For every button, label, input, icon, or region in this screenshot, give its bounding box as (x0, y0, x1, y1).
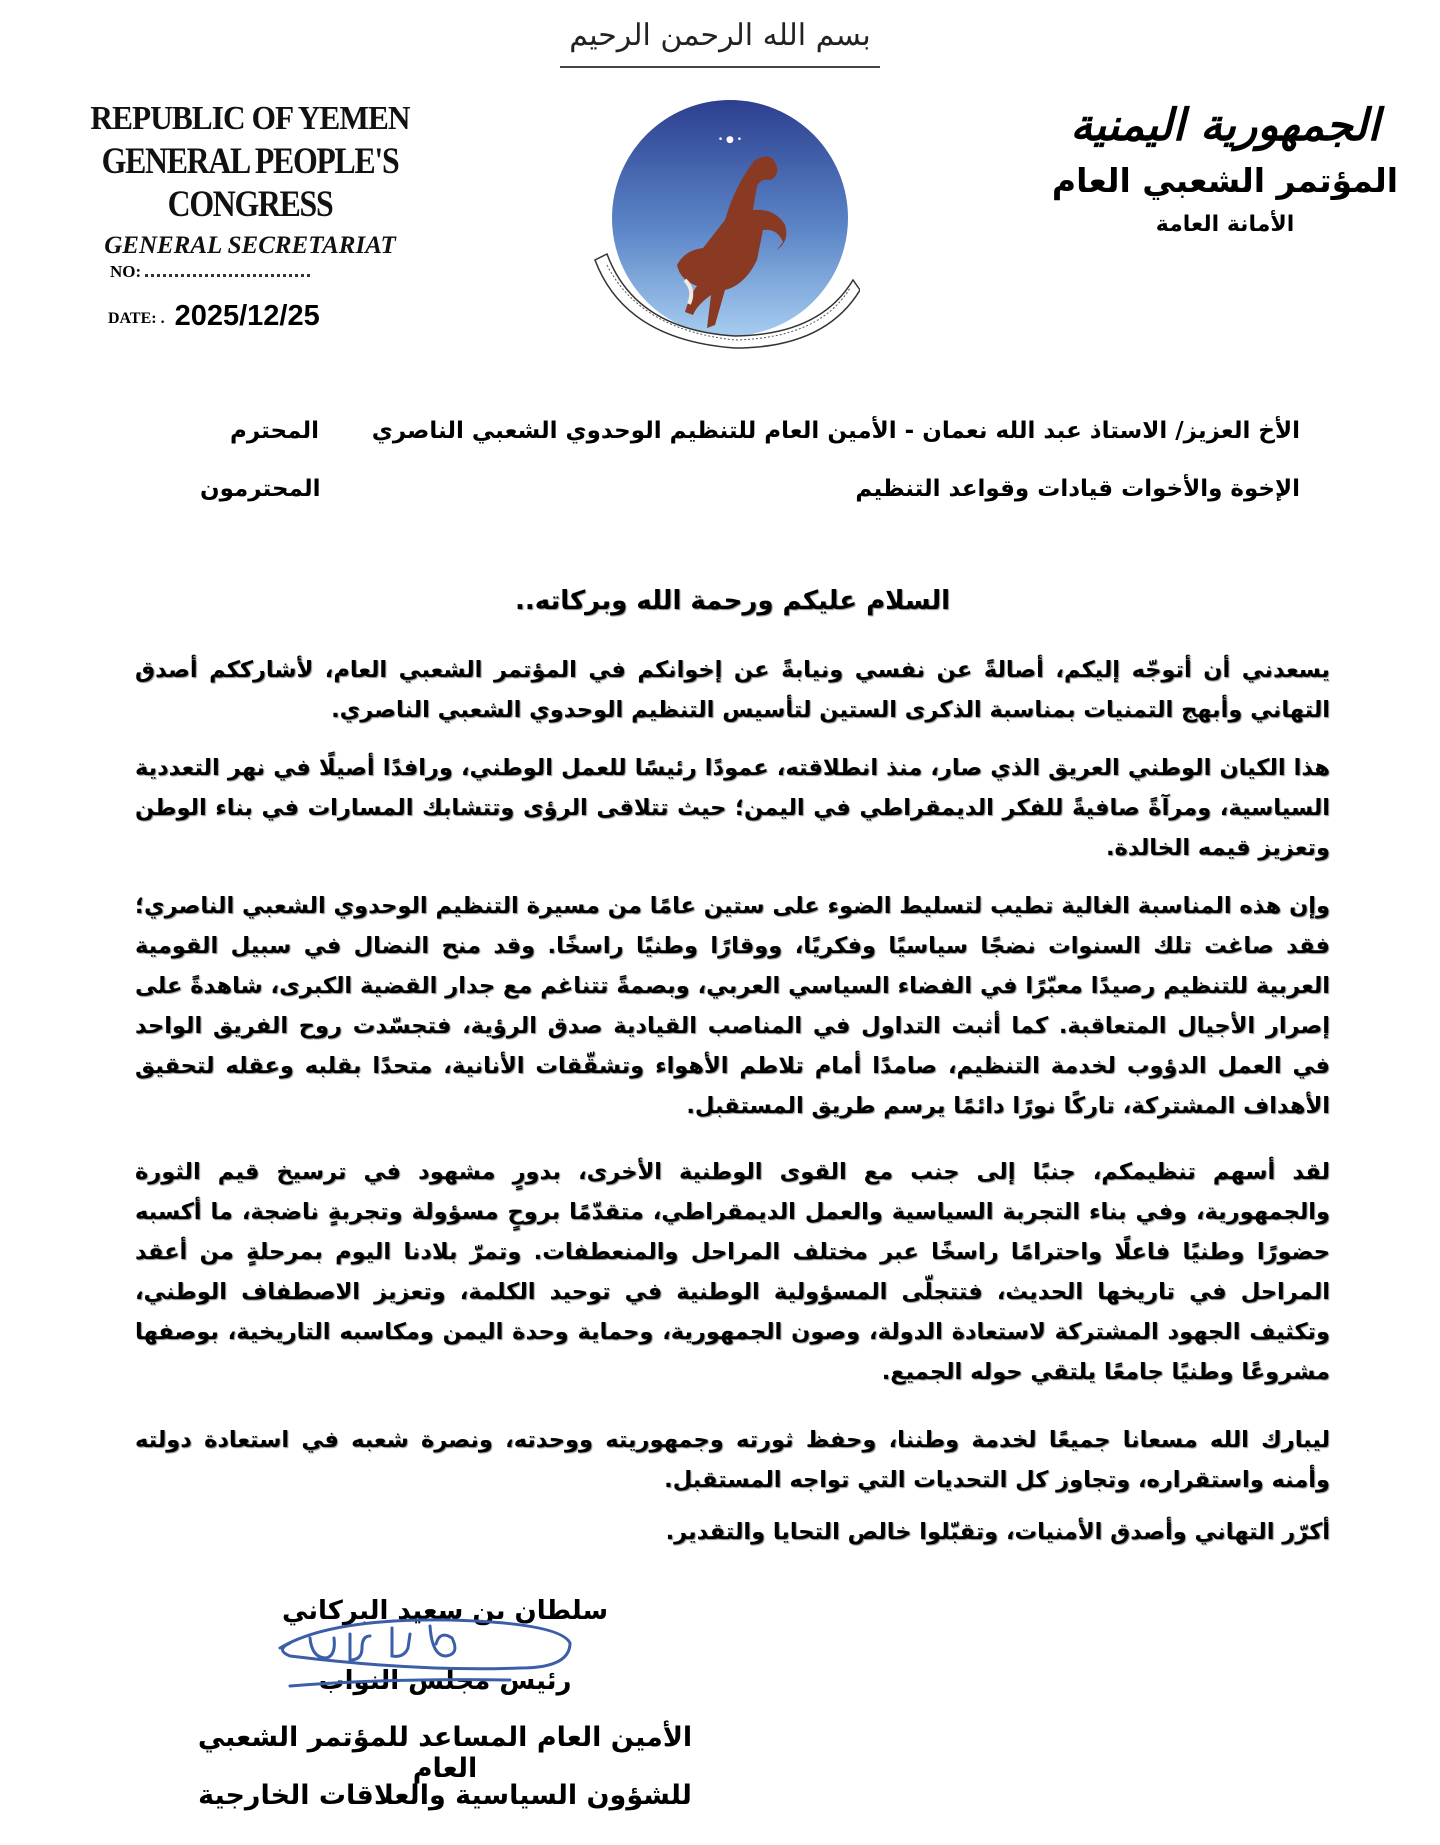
arabic-letterhead (1030, 100, 1420, 237)
signatory-name: سلطان بن سعيد البركاني (281, 1596, 609, 1626)
signatory-title: رئيس مجلس النواب (318, 1666, 572, 1696)
paragraph: أكرّر التهاني وأصدق الأمنيات، وتقبّلوا خالص التحايا والتقدير. (665, 1519, 1330, 1545)
paragraph: ليبارك الله مسعانا جميعًا لخدمة وطننا، وحفظ ثورته وجمهوريته ووحدته، ونصرة شعبه في استعادة دولته وأمنه واستقراره، وتجاوز كل التحديات التي تواجه المستقبل. (135, 1427, 1330, 1493)
handwritten-signature (270, 1598, 590, 1698)
date-label: DATE: . (108, 310, 165, 327)
reference-number-label: NO: (110, 262, 142, 281)
reference-number-blank (145, 270, 310, 277)
english-secretariat: GENERAL SECRETARIAT (104, 232, 396, 259)
date-row (108, 300, 320, 333)
addressee-secondary-honorific: المحترمون (200, 476, 321, 502)
greeting: السلام عليكم ورحمة الله وبركاته.. (514, 586, 951, 616)
signatory-role-line2: للشؤون السياسية والعلاقات الخارجية (198, 1780, 692, 1811)
addressee-primary: الأخ العزيز/ الاستاذ عبد الله نعمان - الأمين العام للتنظيم الوحدوي الشعبي الناصري (371, 418, 1300, 444)
bismillah-heading: بسم الله الرحمن الرحيم (569, 18, 871, 53)
addressee-primary-honorific: المحترم (230, 418, 320, 444)
english-party: GENERAL PEOPLE'S CONGRESS (101, 141, 399, 225)
signatory-role-line1: الأمين العام المساعد للمؤتمر الشعبي العام (197, 1722, 693, 1784)
reference-number-row (110, 262, 310, 282)
signature-icon (270, 1598, 590, 1698)
arabic-party: المؤتمر الشعبي العام (1051, 161, 1399, 200)
addressee-secondary: الإخوة والأخوات قيادات وقواعد التنظيم (855, 476, 1300, 502)
party-logo (585, 90, 860, 355)
horse-emblem-icon (585, 90, 860, 355)
paragraph: لقد أسهم تنظيمكم، جنبًا إلى جنب مع القوى الوطنية الأخرى، بدورٍ مشهود في ترسيخ قيم الثورة والجمهورية، وفي بناء التجربة السياسية والعمل الديمقراطي، متقدّمًا بروحٍ مسؤولة وتجربةٍ ناضجة، ما أكسبه حضورًا وطنيًا فاعلًا واحترامًا راسخًا عبر مختلف المراحل والمنعطفات. وتمرّ بلادنا اليوم بمرحلةٍ من أعقد المراحل في تاريخها الحديث، فتتجلّى المسؤولية الوطنية في توحيد الكلمة، وتعزيز الاصطفاف الوطني، وتكثيف الجهود المشتركة لاستعادة الدولة، وصون الجمهورية، وحماية وحدة اليمن ومكاسبه التاريخية، بوصفها مشروعًا وطنيًا جامعًا يلتقي حوله الجميع. (135, 1159, 1330, 1385)
svg-text:• ● •: • ● • (717, 135, 743, 145)
paragraph: يسعدني أن أتوجّه إليكم، أصالةً عن نفسي ونيابةً عن إخوانكم في المؤتمر الشعبي العام، لأشارككم أصدق التهاني وأبهج التمنيات بمناسبة الذكرى الستين لتأسيس التنظيم الوحدوي الشعبي الناصري. (135, 657, 1330, 723)
bismillah-underline (560, 66, 880, 68)
arabic-country: الجمهورية اليمنية (1070, 100, 1380, 151)
arabic-secretariat: الأمانة العامة (1155, 212, 1295, 237)
english-country: REPUBLIC OF YEMEN (90, 100, 410, 137)
date-value: 2025/12/25 (174, 300, 320, 332)
paragraph: هذا الكيان الوطني العريق الذي صار، منذ انطلاقته، عمودًا رئيسًا للعمل الوطني، ورافدًا أصيلًا في نهر التعددية السياسية، ومرآةً صافيةً للفكر الديمقراطي في اليمن؛ حيث تتلاقى الرؤى وتتشابك المسارات في بناء الوطن وتعزيز قيمه الخالدة. (135, 755, 1330, 861)
english-letterhead (40, 100, 460, 260)
paragraph: وإن هذه المناسبة الغالية تطيب لتسليط الضوء على ستين عامًا من مسيرة التنظيم الوحدوي الشعبي الناصري؛ فقد صاغت تلك السنوات نضجًا سياسيًا وفكريًا، ووقارًا وطنيًا راسخًا. وقد منح النضال في سبيل القومية العربية للتنظيم رصيدًا معبّرًا في الفضاء السياسي العربي، وبصمةً تتناغم مع جدار القضية الكبرى، شاهدةً على إصرار الأجيال المتعاقبة. كما أثبت التداول في المناصب القيادية صدق الرؤية، فتجسّدت روح الفريق الواحد في العمل الدؤوب لخدمة التنظيم، صامدًا أمام تلاطم الأهواء وتشقّقات الأنانية، متحدًا بقلبه وعقله لتحقيق الأهداف المشتركة، تاركًا نورًا دائمًا يرسم طريق المستقبل. (135, 893, 1330, 1119)
